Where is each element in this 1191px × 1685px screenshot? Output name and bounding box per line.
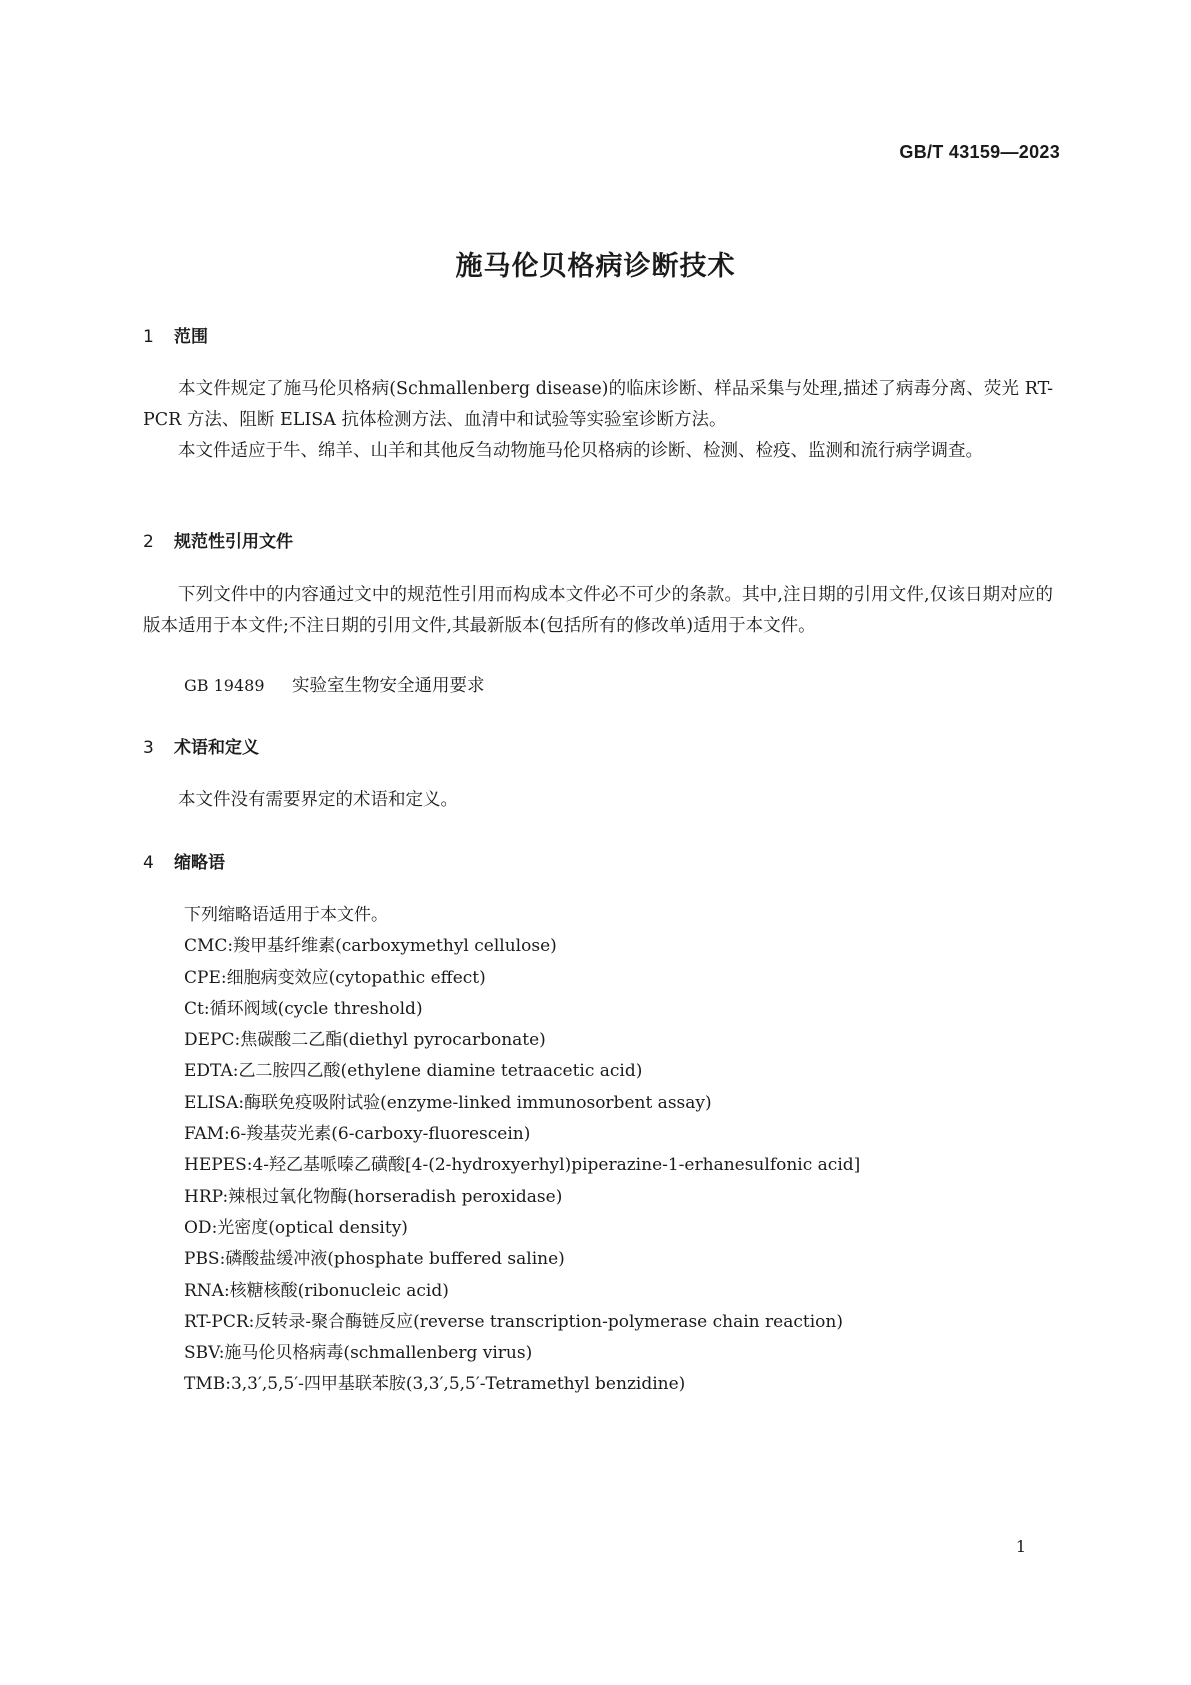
abbreviation-item: RNA:核糖核酸(ribonucleic acid) [184,1280,449,1301]
section-4-heading [143,848,225,873]
section-number: 3 [143,738,154,758]
section-3-heading [143,733,259,758]
section-number: 4 [143,853,154,873]
abbreviation-item: EDTA:乙二胺四乙酸(ethylene diamine tetraacetic acid) [184,1061,643,1082]
abbreviation-item: HEPES:4-羟乙基哌嗪乙磺酸[4-(2-hydroxyerhyl)piperazine-1-erhanesulfonic acid] [184,1155,861,1176]
abbreviation-item: CPE:细胞病变效应(cytopathic effect) [184,967,486,988]
reference-title: 实验室生物安全通用要求 [292,676,485,696]
standard-number: GB/T 43159—2023 [899,142,1060,162]
section-title: 缩略语 [174,853,225,873]
section-1-paragraph-2: 本文件适应于牛、绵羊、山羊和其他反刍动物施马伦贝格病的诊断、检测、检疫、监测和流行病学调查。 [178,441,983,461]
section-2-heading [143,527,293,552]
abbreviation-list [184,900,1054,1401]
document-title: 施马伦贝格病诊断技术 [455,251,736,282]
abbreviation-item: OD:光密度(optical density) [184,1217,408,1238]
abbreviation-intro: 下列缩略语适用于本文件。 [184,905,388,925]
abbreviation-item: SBV:施马伦贝格病毒(schmallenberg virus) [184,1343,533,1364]
abbreviation-item: Ct:循环阀域(cycle threshold) [184,998,423,1019]
abbreviation-item: RT-PCR:反转录-聚合酶链反应(reverse transcription-polymerase chain reaction) [184,1311,843,1332]
section-2-paragraph-1: 下列文件中的内容通过文中的规范性引用而构成本文件必不可少的条款。其中,注日期的引用文件,仅该日期对应的版本适用于本文件;不注日期的引用文件,其最新版本(包括所有的修改单)适用于本文件。 [143,585,1053,636]
section-number: 1 [143,327,154,347]
abbreviation-item: FAM:6-羧基荧光素(6-carboxy-fluorescein) [184,1124,531,1145]
abbreviation-item: CMC:羧甲基纤维素(carboxymethyl cellulose) [184,936,557,957]
section-number: 2 [143,532,154,552]
section-3-paragraph-1: 本文件没有需要界定的术语和定义。 [178,790,458,810]
abbreviation-item: ELISA:酶联免疫吸附试验(enzyme-linked immunosorbent assay) [184,1092,712,1113]
section-1-heading [143,322,208,347]
section-1-paragraph-1: 本文件规定了施马伦贝格病(Schmallenberg disease)的临床诊断、样品采集与处理,描述了病毒分离、荧光 RT-PCR 方法、阻断 ELISA 抗体检测方法、血清中和试验等实验室诊断方法。 [143,379,1053,430]
abbreviation-item: HRP:辣根过氧化物酶(horseradish peroxidase) [184,1186,563,1207]
section-title: 范围 [174,327,208,347]
section-title: 术语和定义 [174,738,259,758]
abbreviation-item: DEPC:焦碳酸二乙酯(diethyl pyrocarbonate) [184,1030,546,1051]
normative-reference [184,670,485,702]
abbreviation-item: TMB:3,3′,5,5′-四甲基联苯胺(3,3′,5,5′-Tetramethyl benzidine) [184,1374,686,1395]
page-number: 1 [1015,1537,1026,1556]
section-title: 规范性引用文件 [174,532,293,552]
reference-code: GB 19489 [184,676,265,695]
abbreviation-item: PBS:磷酸盐缓冲液(phosphate buffered saline) [184,1249,565,1270]
